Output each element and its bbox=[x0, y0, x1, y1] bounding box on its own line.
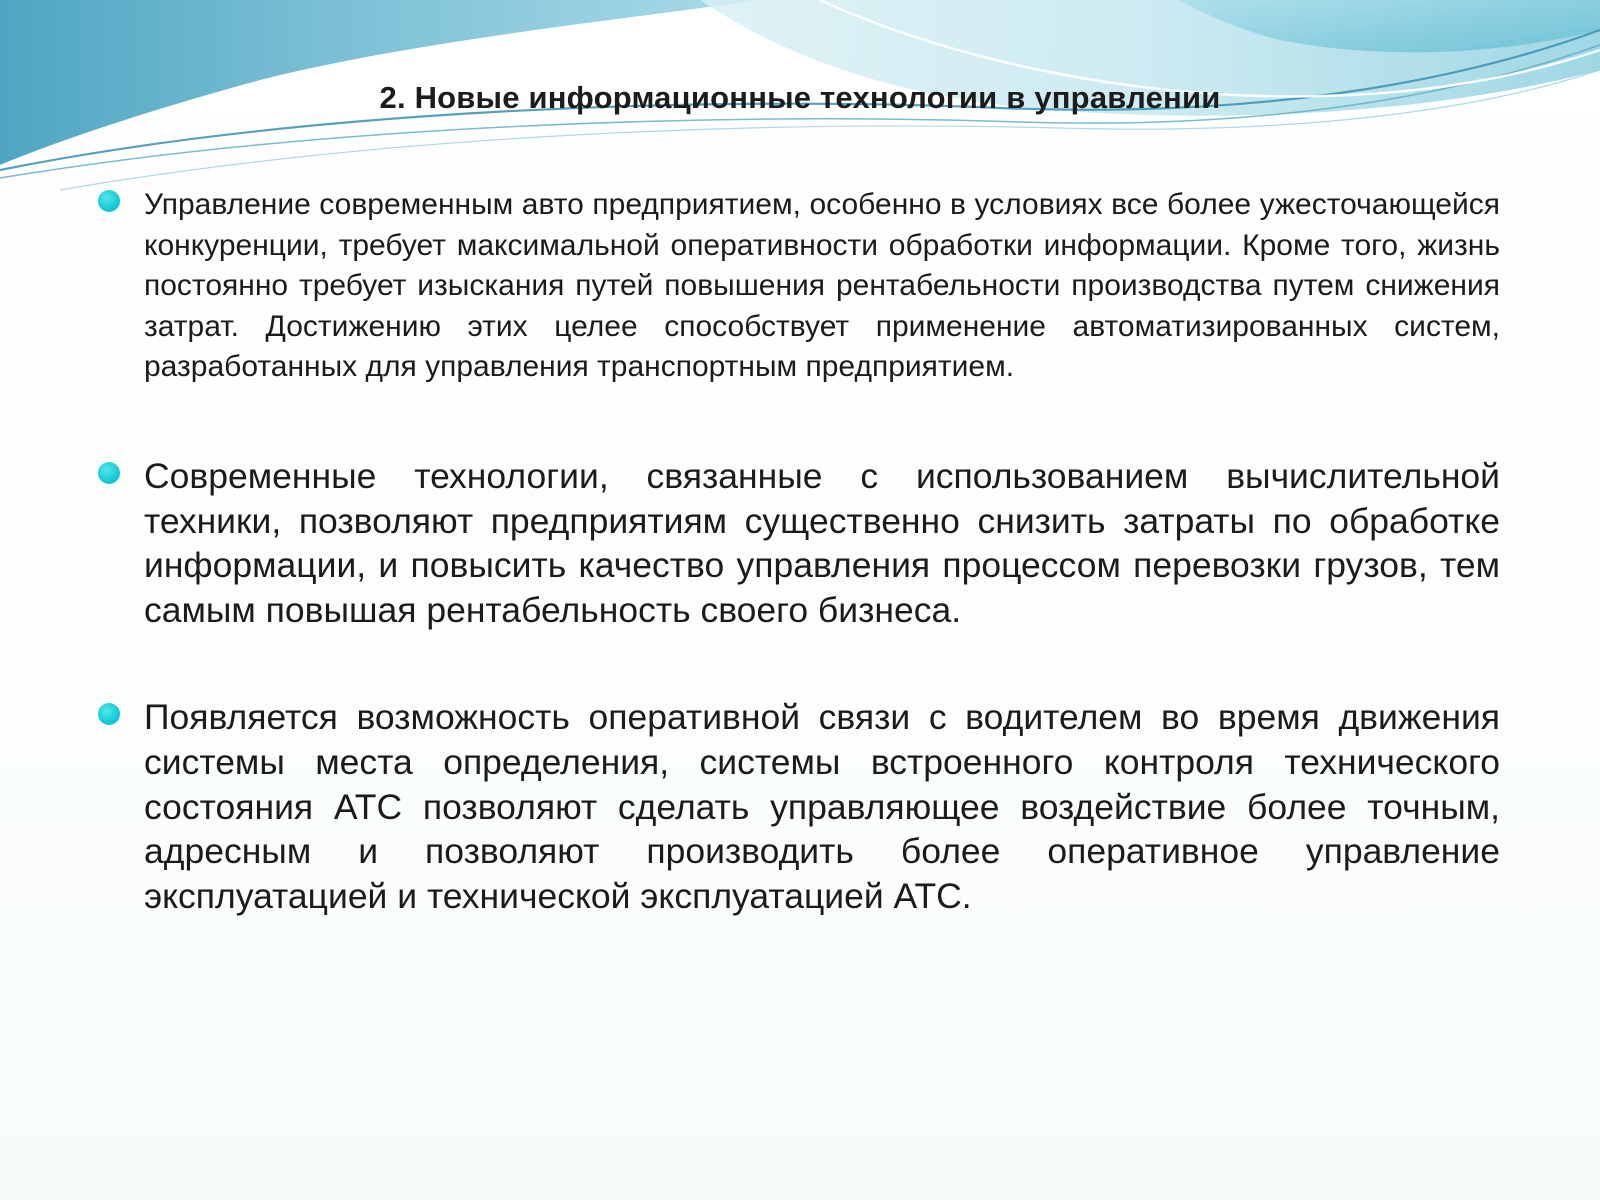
bullet-dot-icon bbox=[98, 462, 120, 484]
bullet-item bbox=[98, 695, 1500, 918]
bullet-list bbox=[98, 185, 1500, 918]
bullet-item bbox=[98, 454, 1500, 632]
bullet-text: Управление современным авто предприятием, особенно в условиях все более ужесточающейся конкуренции, требует максимальной оперативности обработки информации. Кроме того, жизнь постоянно требует изыскания путей повышения рентабельности производства путем снижения затрат. Достижению этих целее способствует применение автоматизированных систем, разработанных для управления транспортным предприятием. bbox=[144, 188, 1500, 384]
slide-title: 2. Новые информационные технологии в управлении bbox=[379, 80, 1221, 115]
bullet-dot-icon bbox=[98, 190, 120, 212]
bullet-text: Современные технологии, связанные с использованием вычислительной техники, позволяют предприятиям существенно снизить затраты по обработке информации, и повысить качество управления процессом перевозки грузов, тем самым повышая рентабельность своего бизнеса. bbox=[144, 455, 1500, 630]
bullet-item bbox=[98, 185, 1500, 388]
bullet-text: Появляется возможность оперативной связи с водителем во время движения системы места определения, системы встроенного контроля технического состояния АТС позволяют сделать управляющее воздействие более точным, адресным и позволяют производить более оперативное управление эксплуатацией и технической эксплуатацией АТС. bbox=[144, 697, 1500, 916]
bullet-dot-icon bbox=[98, 703, 120, 725]
